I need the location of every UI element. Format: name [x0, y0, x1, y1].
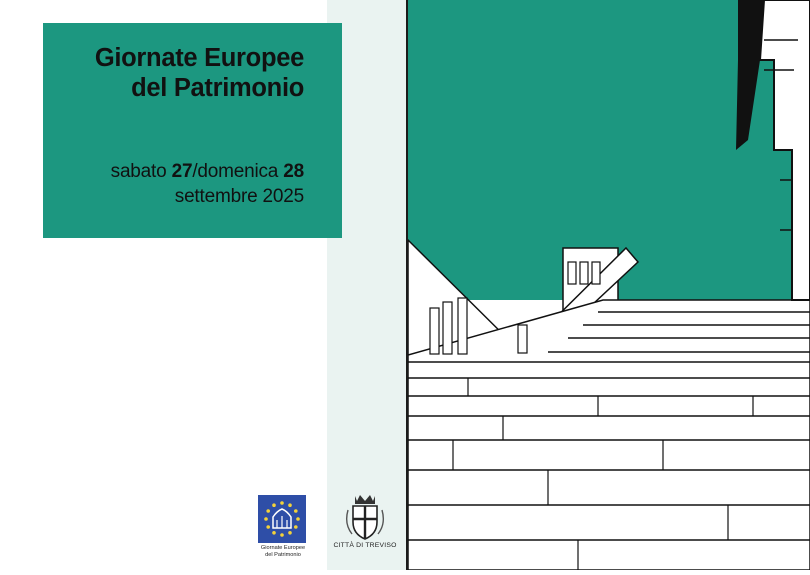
title-line-1: Giornate Europee — [94, 44, 304, 72]
date-day2-num: 28 — [283, 161, 304, 182]
eu-logo-caption — [250, 545, 316, 558]
eu-caption-line-1: Giornate Europee — [260, 545, 306, 551]
eu-heritage-days-icon — [258, 495, 306, 543]
staircase-illustration — [408, 0, 810, 570]
date-day1-num: 27 — [171, 161, 193, 182]
event-date — [111, 159, 304, 209]
treviso-crest-icon — [342, 492, 388, 542]
title-line-2: del Patrimonio — [131, 74, 304, 102]
date-day1-label: sabato — [110, 161, 172, 182]
date-day2-label: /domenica — [192, 161, 284, 182]
date-line-2: settembre 2025 — [174, 186, 304, 207]
eu-caption-line-2: del Patrimonio — [265, 551, 301, 558]
city-caption: CITTÀ DI TREVISO — [333, 542, 397, 549]
stair-mass — [408, 300, 810, 570]
title-box — [43, 23, 342, 238]
event-title — [95, 43, 304, 103]
date-line-1 — [111, 159, 304, 184]
